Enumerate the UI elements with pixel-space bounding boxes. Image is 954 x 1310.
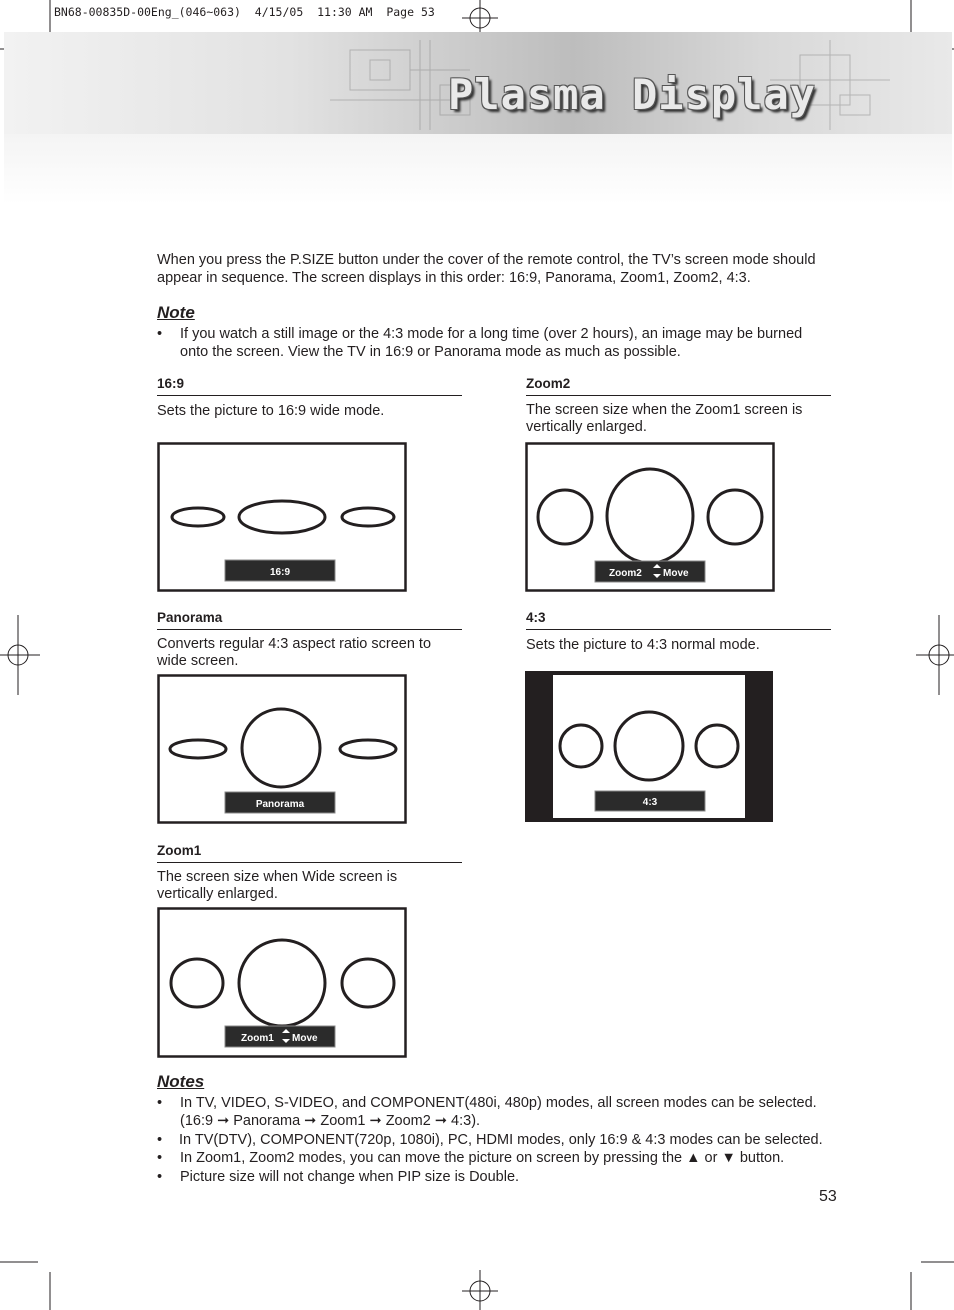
section-desc-4-3 — [526, 636, 826, 654]
desc-line: The screen size when Wide screen is — [157, 869, 398, 885]
page-number: 53 — [819, 1188, 837, 1205]
notes-item — [157, 1131, 877, 1149]
screen-illustration-zoom1 — [157, 907, 407, 1059]
intro-line-2: appear in sequence. The screen displays in this order: 16:9, Panorama, Zoom1, Zoom2, 4:3. — [157, 270, 751, 286]
osd-move: Move — [663, 568, 689, 579]
osd-label: Zoom1 — [241, 1033, 274, 1044]
intro-line-1: When you press the P.SIZE button under the cover of the remote control, the TV’s screen mode should — [157, 252, 816, 268]
notes-item-line: In TV, VIDEO, S-VIDEO, and COMPONENT(480i, 480p) modes, all screen modes can be selected. — [180, 1095, 817, 1111]
osd-move: Move — [292, 1033, 318, 1044]
section-heading-4-3: 4:3 — [526, 610, 546, 625]
note-line-1: If you watch a still image or the 4:3 mode for a long time (over 2 hours), an image may be burned — [180, 326, 803, 342]
screen-illustration-zoom2 — [525, 442, 775, 592]
desc-line: Sets the picture to 4:3 normal mode. — [526, 637, 760, 653]
section-rule — [157, 629, 462, 630]
desc-line: Converts regular 4:3 aspect ratio screen to — [157, 636, 432, 652]
note-line-2: onto the screen. View the TV in 16:9 or Panorama mode as much as possible. — [180, 344, 681, 360]
bullet-glyph: • — [157, 1095, 163, 1111]
notes-item-line: In Zoom1, Zoom2 modes, you can move the picture on screen by pressing the ▲ or ▼ button. — [180, 1150, 785, 1167]
section-heading-panorama: Panorama — [157, 610, 223, 625]
section-rule — [526, 629, 831, 630]
note-heading: Note — [157, 303, 195, 322]
screen-illustration-16-9 — [157, 442, 407, 592]
bullet-glyph: • — [157, 326, 163, 342]
header-fade — [4, 134, 952, 204]
section-desc-zoom1 — [157, 869, 457, 903]
osd-label: Zoom2 — [609, 568, 642, 579]
section-rule — [526, 395, 831, 396]
section-rule — [157, 862, 462, 863]
section-heading-zoom1: Zoom1 — [157, 843, 202, 858]
section-rule — [157, 395, 462, 396]
bullet-glyph: • — [157, 1168, 163, 1185]
notes-item — [157, 1094, 877, 1131]
intro-paragraph — [157, 251, 857, 287]
bullet-glyph: • — [157, 1150, 163, 1167]
notes-item-line: (16:9 ➞ Panorama ➞ Zoom1 ➞ Zoom2 ➞ 4:3). — [180, 1113, 481, 1130]
notes-item-line: In TV(DTV), COMPONENT(720p, 1080i), PC, HDMI modes, only 16:9 & 4:3 modes can be selected. — [179, 1131, 823, 1148]
section-heading-16-9: 16:9 — [157, 376, 185, 391]
bullet-glyph: • — [157, 1131, 163, 1148]
desc-line: The screen size when the Zoom1 screen is — [526, 402, 803, 418]
osd-label: Panorama — [255, 799, 305, 810]
screen-illustration-4-3 — [525, 671, 775, 823]
section-desc-zoom2 — [526, 402, 826, 436]
desc-line: Sets the picture to 16:9 wide mode. — [157, 403, 385, 419]
notes-item-line: Picture size will not change when PIP size is Double. — [180, 1168, 520, 1185]
note-bullet — [157, 325, 847, 361]
section-desc-panorama — [157, 636, 457, 670]
section-desc-16-9 — [157, 402, 457, 420]
notes-list — [157, 1094, 877, 1186]
desc-line: vertically enlarged. — [157, 886, 278, 902]
desc-line: wide screen. — [157, 653, 239, 669]
notes-item — [157, 1168, 877, 1186]
osd-label: 4:3 — [642, 797, 658, 808]
notes-heading: Notes — [157, 1072, 205, 1091]
section-heading-zoom2: Zoom2 — [526, 376, 571, 391]
desc-line: vertically enlarged. — [526, 419, 647, 435]
osd-label: 16:9 — [269, 567, 291, 578]
screen-illustration-panorama — [157, 674, 407, 824]
print-slug: BN68-00835D-00Eng_(046~063) 4/15/05 11:30 AM Page 53 — [54, 5, 435, 19]
page-title: Plasma Display — [448, 70, 817, 119]
notes-item — [157, 1149, 877, 1167]
